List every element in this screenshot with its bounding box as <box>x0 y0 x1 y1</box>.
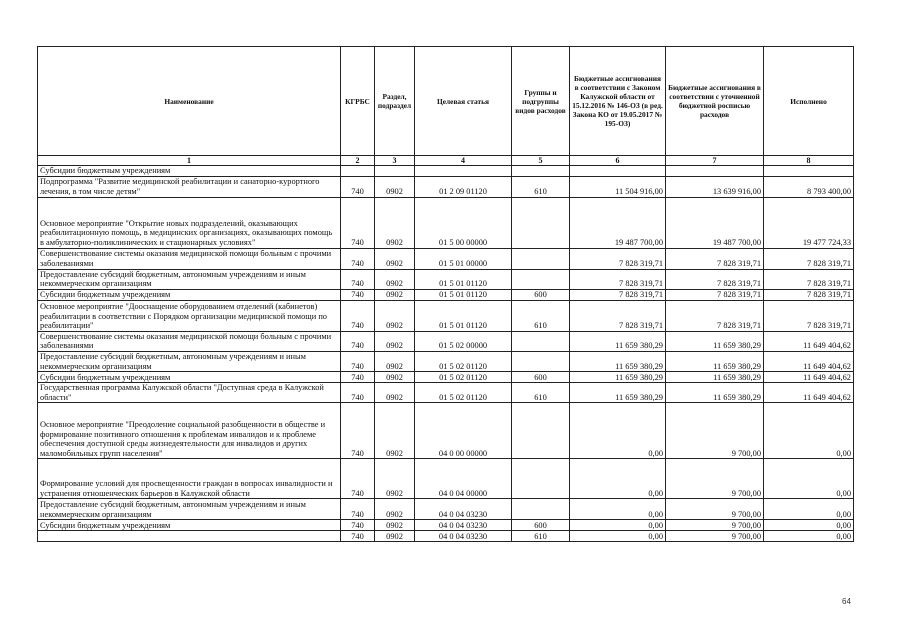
cell-group <box>512 459 570 499</box>
table-row <box>38 269 854 289</box>
cell-kgrbs: 740 <box>341 269 375 289</box>
budget-table <box>37 46 854 542</box>
cell-kgrbs: 740 <box>341 383 375 403</box>
table-row <box>38 166 854 177</box>
cell-group: 600 <box>512 520 570 531</box>
cell-group <box>512 499 570 520</box>
cell-kgrbs: 740 <box>341 197 375 248</box>
cell-assign-refined: 9 700,00 <box>666 459 764 499</box>
cell-executed: 11 649 404,62 <box>764 383 854 403</box>
column-number: 5 <box>512 156 570 166</box>
cell-target: 04 0 04 03230 <box>415 520 512 531</box>
cell-target: 01 5 02 01120 <box>415 383 512 403</box>
cell-group: 610 <box>512 383 570 403</box>
cell-target: 04 0 04 00000 <box>415 459 512 499</box>
cell-kgrbs: 740 <box>341 351 375 371</box>
header-kgrbs: КГРБС <box>341 47 375 156</box>
cell-kgrbs: 740 <box>341 248 375 269</box>
cell-executed: 0,00 <box>764 403 854 459</box>
cell-assign-law: 11 504 916,00 <box>570 176 666 197</box>
cell-assign-refined: 11 659 380,29 <box>666 383 764 403</box>
cell-target <box>415 166 512 177</box>
cell-kgrbs: 740 <box>341 300 375 331</box>
cell-kgrbs <box>341 166 375 177</box>
cell-executed: 0,00 <box>764 520 854 531</box>
cell-executed: 7 828 319,71 <box>764 289 854 300</box>
cell-target: 04 0 04 03230 <box>415 531 512 542</box>
cell-executed: 0,00 <box>764 531 854 542</box>
cell-section: 0902 <box>375 269 415 289</box>
cell-section: 0902 <box>375 248 415 269</box>
cell-assign-refined: 7 828 319,71 <box>666 300 764 331</box>
cell-kgrbs: 740 <box>341 520 375 531</box>
cell-group: 600 <box>512 372 570 383</box>
cell-section: 0902 <box>375 459 415 499</box>
table-body <box>38 166 854 542</box>
cell-target: 01 5 01 00000 <box>415 248 512 269</box>
cell-assign-law: 0,00 <box>570 531 666 542</box>
cell-assign-law: 11 659 380,29 <box>570 383 666 403</box>
cell-executed: 7 828 319,71 <box>764 248 854 269</box>
table-row <box>38 403 854 459</box>
header-assign-law: Бюджетные ассигнования в соответствии с Законом Калужской области от 15.12.2016 № 146-ОЗ (в ред. Закона КО от 19.05.2017 № 195-ОЗ) <box>570 47 666 156</box>
table-row <box>38 331 854 351</box>
column-number: 4 <box>415 156 512 166</box>
cell-name <box>38 531 341 542</box>
cell-group <box>512 269 570 289</box>
column-number: 2 <box>341 156 375 166</box>
cell-section: 0902 <box>375 331 415 351</box>
cell-assign-law: 0,00 <box>570 520 666 531</box>
header-target: Целевая статья <box>415 47 512 156</box>
cell-group: 600 <box>512 289 570 300</box>
cell-assign-law: 0,00 <box>570 403 666 459</box>
cell-assign-refined: 7 828 319,71 <box>666 248 764 269</box>
cell-name: Совершенствование системы оказания медицинской помощи больным с прочими заболеваниями <box>38 331 341 351</box>
cell-name: Совершенствование системы оказания медицинской помощи больным с прочими заболеваниями <box>38 248 341 269</box>
table-row <box>38 499 854 520</box>
cell-assign-law: 11 659 380,29 <box>570 331 666 351</box>
cell-name: Государственная программа Калужской области "Доступная среда в Калужской области" <box>38 383 341 403</box>
cell-kgrbs: 740 <box>341 531 375 542</box>
cell-assign-refined: 9 700,00 <box>666 499 764 520</box>
table-header-row <box>38 47 854 156</box>
column-number-row <box>38 156 854 166</box>
table-row <box>38 176 854 197</box>
cell-name: Предоставление субсидий бюджетным, автономным учреждениям и иным некоммерческим организациям <box>38 351 341 371</box>
cell-kgrbs: 740 <box>341 176 375 197</box>
cell-name: Основное мероприятие "Преодоление социальной разобщенности в обществе и формирование позитивного отношения к проблемам инвалидов и к проблеме обеспечения доступной среды жизнедеятельности для инвалидов и других маломобильных групп населения" <box>38 403 341 459</box>
cell-section <box>375 166 415 177</box>
cell-name: Подпрограмма "Развитие медицинской реабилитации и санаторно-курортного лечения, в том числе детям" <box>38 176 341 197</box>
cell-executed: 7 828 319,71 <box>764 269 854 289</box>
table-row <box>38 248 854 269</box>
table-row <box>38 372 854 383</box>
cell-executed: 7 828 319,71 <box>764 300 854 331</box>
cell-name: Формирование условий для просвещенности граждан в вопросах инвалидности и устранения отношенческих барьеров в Калужской области <box>38 459 341 499</box>
cell-group <box>512 403 570 459</box>
table-row <box>38 351 854 371</box>
cell-group: 610 <box>512 300 570 331</box>
cell-assign-refined <box>666 166 764 177</box>
cell-executed: 8 793 400,00 <box>764 176 854 197</box>
cell-assign-refined: 13 639 916,00 <box>666 176 764 197</box>
cell-executed: 0,00 <box>764 499 854 520</box>
cell-assign-law: 11 659 380,29 <box>570 351 666 371</box>
cell-assign-refined: 11 659 380,29 <box>666 331 764 351</box>
cell-assign-law: 7 828 319,71 <box>570 248 666 269</box>
cell-assign-refined: 19 487 700,00 <box>666 197 764 248</box>
cell-assign-refined: 9 700,00 <box>666 403 764 459</box>
header-executed: Исполнено <box>764 47 854 156</box>
header-groups: Группы и подгруппы видов расходов <box>512 47 570 156</box>
cell-target: 01 5 02 01120 <box>415 372 512 383</box>
cell-name: Субсидии бюджетным учреждениям <box>38 166 341 177</box>
cell-section: 0902 <box>375 351 415 371</box>
column-number: 8 <box>764 156 854 166</box>
cell-section: 0902 <box>375 300 415 331</box>
cell-assign-law: 19 487 700,00 <box>570 197 666 248</box>
cell-executed: 0,00 <box>764 459 854 499</box>
cell-executed: 11 649 404,62 <box>764 372 854 383</box>
cell-assign-law: 7 828 319,71 <box>570 289 666 300</box>
cell-group <box>512 351 570 371</box>
cell-group <box>512 331 570 351</box>
cell-target: 01 5 00 00000 <box>415 197 512 248</box>
cell-executed: 19 477 724,33 <box>764 197 854 248</box>
column-number: 3 <box>375 156 415 166</box>
cell-target: 01 5 01 01120 <box>415 300 512 331</box>
cell-kgrbs: 740 <box>341 403 375 459</box>
table-row <box>38 197 854 248</box>
table-row <box>38 383 854 403</box>
cell-assign-law: 0,00 <box>570 459 666 499</box>
cell-executed: 11 649 404,62 <box>764 331 854 351</box>
cell-kgrbs: 740 <box>341 499 375 520</box>
cell-target: 01 5 02 01120 <box>415 351 512 371</box>
cell-name: Предоставление субсидий бюджетным, автономным учреждениям и иным некоммерческим организациям <box>38 499 341 520</box>
cell-section: 0902 <box>375 176 415 197</box>
cell-assign-law: 0,00 <box>570 499 666 520</box>
header-assign-refined: Бюджетные ассигнования в соответствии с уточненной бюджетной росписью расходов <box>666 47 764 156</box>
cell-kgrbs: 740 <box>341 289 375 300</box>
cell-executed: 11 649 404,62 <box>764 351 854 371</box>
cell-assign-refined: 9 700,00 <box>666 520 764 531</box>
cell-name: Основное мероприятие "Открытие новых подразделений, оказывающих реабилитационную помощь, в медицинских организациях, оказывающих помощь в амбулаторно-поликлинических и стационарных условиях" <box>38 197 341 248</box>
cell-assign-law: 11 659 380,29 <box>570 372 666 383</box>
column-number: 1 <box>38 156 341 166</box>
cell-kgrbs: 740 <box>341 459 375 499</box>
table-row <box>38 531 854 542</box>
cell-section: 0902 <box>375 372 415 383</box>
cell-executed <box>764 166 854 177</box>
cell-name: Предоставление субсидий бюджетным, автономным учреждениям и иным некоммерческим организациям <box>38 269 341 289</box>
header-name: Наименование <box>38 47 341 156</box>
table-row <box>38 520 854 531</box>
cell-assign-law: 7 828 319,71 <box>570 269 666 289</box>
cell-group <box>512 197 570 248</box>
header-section: Раздел, подраздел <box>375 47 415 156</box>
cell-section: 0902 <box>375 289 415 300</box>
cell-section: 0902 <box>375 531 415 542</box>
cell-target: 04 0 00 00000 <box>415 403 512 459</box>
cell-target: 01 5 01 01120 <box>415 269 512 289</box>
cell-section: 0902 <box>375 499 415 520</box>
cell-name: Субсидии бюджетным учреждениям <box>38 289 341 300</box>
table-row <box>38 459 854 499</box>
table-row <box>38 289 854 300</box>
page-number: 64 <box>842 597 851 606</box>
cell-section: 0902 <box>375 520 415 531</box>
budget-document <box>37 46 853 542</box>
cell-target: 01 5 01 01120 <box>415 289 512 300</box>
cell-group <box>512 248 570 269</box>
column-number: 7 <box>666 156 764 166</box>
cell-assign-refined: 9 700,00 <box>666 531 764 542</box>
cell-assign-refined: 7 828 319,71 <box>666 289 764 300</box>
cell-name: Основное мероприятие "Дооснащение оборудованием отделений (кабинетов) реабилитации в соответствии с Порядком организации медицинской помощи по реабилитации" <box>38 300 341 331</box>
cell-assign-refined: 7 828 319,71 <box>666 269 764 289</box>
cell-target: 01 5 02 00000 <box>415 331 512 351</box>
cell-group <box>512 166 570 177</box>
cell-section: 0902 <box>375 383 415 403</box>
cell-name: Субсидии бюджетным учреждениям <box>38 372 341 383</box>
cell-group: 610 <box>512 176 570 197</box>
cell-target: 04 0 04 03230 <box>415 499 512 520</box>
cell-section: 0902 <box>375 403 415 459</box>
cell-assign-law: 7 828 319,71 <box>570 300 666 331</box>
table-row <box>38 300 854 331</box>
cell-group: 610 <box>512 531 570 542</box>
cell-kgrbs: 740 <box>341 331 375 351</box>
cell-assign-refined: 11 659 380,29 <box>666 351 764 371</box>
cell-kgrbs: 740 <box>341 372 375 383</box>
cell-name: Субсидии бюджетным учреждениям <box>38 520 341 531</box>
cell-assign-law <box>570 166 666 177</box>
cell-section: 0902 <box>375 197 415 248</box>
cell-assign-refined: 11 659 380,29 <box>666 372 764 383</box>
cell-target: 01 2 09 01120 <box>415 176 512 197</box>
column-number: 6 <box>570 156 666 166</box>
